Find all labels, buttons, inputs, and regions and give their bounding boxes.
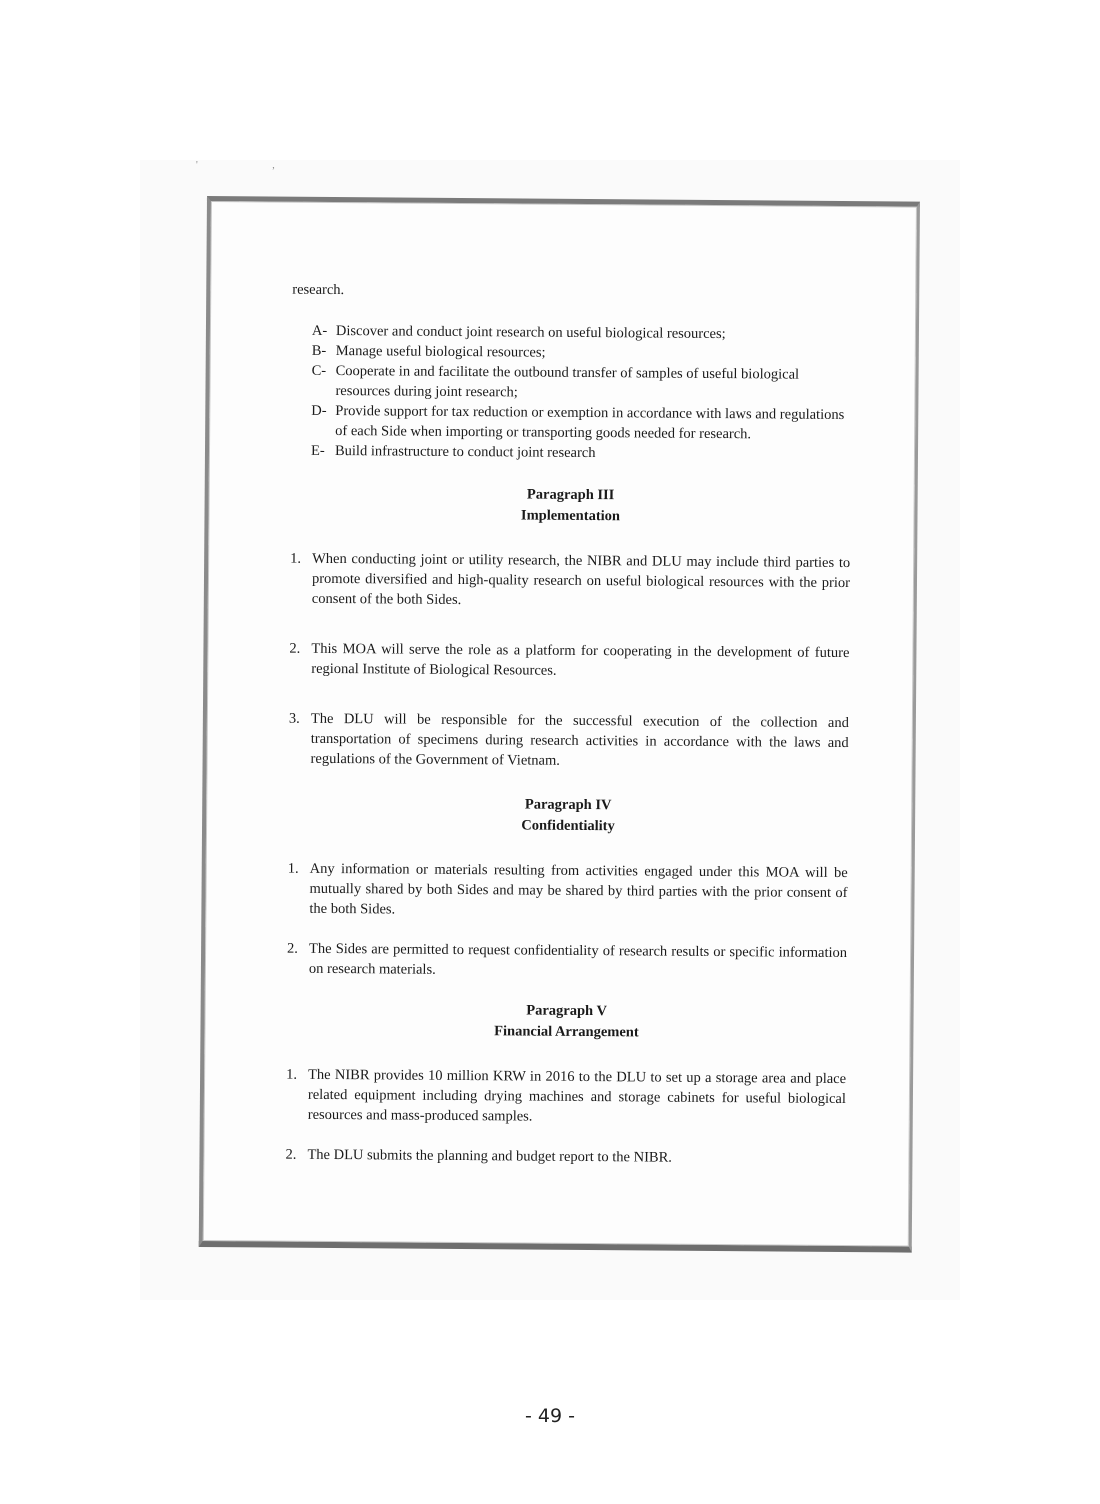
list-item [311, 441, 851, 465]
section-heading [290, 483, 850, 529]
section-title: Paragraph V [526, 1002, 608, 1020]
section-heading [288, 793, 848, 839]
list-item [289, 639, 849, 683]
confidentiality-list [287, 859, 848, 983]
list-item-text: The Sides are permitted to request confidentiality of research results or specific information on research materials. [308, 940, 848, 978]
page-number: - 49 - [525, 1405, 575, 1427]
list-item-text: Discover and conduct joint research on useful biological resources; [335, 323, 726, 343]
list-marker: 2. [285, 1146, 297, 1163]
list-item-text: Provide support for tax reduction or exemption in accordance with laws and regulations of each Side when importing or transporting goods needed for research. [335, 403, 845, 443]
list-item [287, 859, 847, 923]
list-marker: A- [311, 322, 328, 339]
list-item [311, 361, 851, 405]
continued-text: research. [292, 281, 345, 299]
document-frame [199, 196, 920, 1253]
list-marker: E- [310, 442, 325, 459]
list-marker: C- [311, 362, 327, 379]
list-marker: 2. [289, 640, 301, 657]
list-item-text: Any information or materials resulting from activities engaged under this MOA will be mutually shared by both Sides and may be shared by third parties with the prior consent of the both Sides. [309, 860, 848, 918]
list-item [289, 709, 849, 773]
scan-specks: ' , [196, 160, 311, 171]
list-item [286, 1065, 846, 1129]
list-item-text: The DLU will be responsible for the successful execution of the collection and transportation of specimens during research activities in accordance with the laws and regulations of the Government of Vietnam. [310, 710, 849, 769]
section-subtitle: Implementation [520, 507, 621, 525]
section-heading [286, 999, 846, 1045]
list-marker: 2. [287, 940, 299, 957]
list-item-text: This MOA will serve the role as a platform for cooperating in the development of future regional Institute of Biological Resources. [311, 640, 850, 679]
implementation-list [289, 549, 851, 773]
list-marker: 1. [286, 1066, 298, 1083]
list-item-text: The DLU submits the planning and budget report to the NIBR. [307, 1146, 672, 1166]
list-marker: 1. [290, 550, 302, 567]
list-item-text: The NIBR provides 10 million KRW in 2016 to the DLU to set up a storage area and place related equipment including drying machines and storage cabinets for useful biological resources and mass-produced samples. [307, 1066, 847, 1125]
activities-list [291, 321, 852, 465]
list-marker: D- [311, 402, 327, 419]
list-item [311, 401, 851, 445]
list-item-text: When conducting joint or utility research, the NIBR and DLU may include third parties to promote diversified and high-quality research on useful biological resources with the prior consent of the both Sides. [311, 550, 851, 609]
section-subtitle: Confidentiality [521, 817, 615, 835]
list-item [290, 549, 850, 613]
list-item [287, 939, 847, 983]
section-title: Paragraph III [526, 486, 615, 504]
list-marker: 3. [288, 710, 300, 727]
list-item-text: Manage useful biological resources; [335, 343, 546, 361]
list-item-text: Cooperate in and facilitate the outbound transfer of samples of useful biological resources during joint research; [335, 363, 800, 401]
list-item [285, 1145, 845, 1169]
financial-list [285, 1065, 846, 1169]
list-item-text: Build infrastructure to conduct joint research [334, 443, 596, 462]
section-title: Paragraph IV [524, 796, 612, 814]
list-marker: 1. [287, 860, 299, 877]
document-body [285, 280, 852, 1169]
section-subtitle: Financial Arrangement [494, 1023, 639, 1041]
list-marker: B- [311, 342, 327, 359]
